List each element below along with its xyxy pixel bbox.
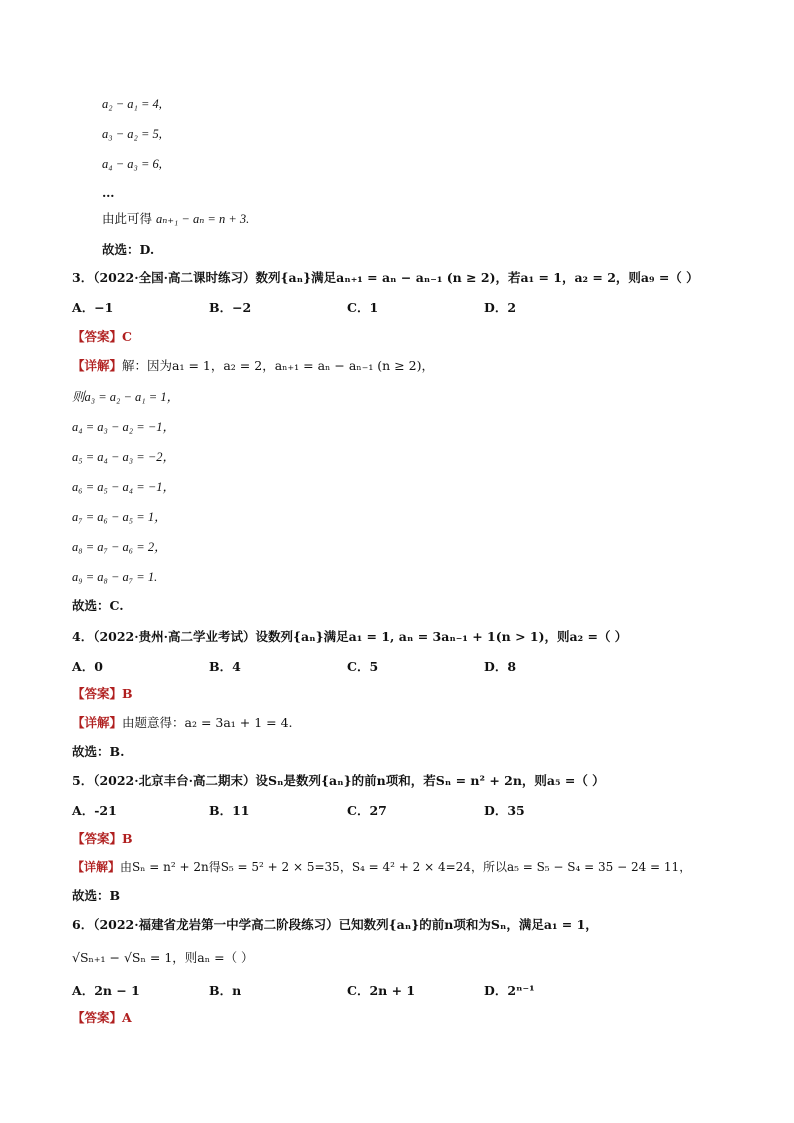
question-3: 3．（2022·全国·高二课时练习）数列{aₙ}满足aₙ₊₁ = aₙ − aₙ₋₁ (n ≥ 2)，若a₁ = 1，a₂ = 2，则a₉ =（ ） <box>72 270 699 285</box>
option-c: C．5 <box>347 659 379 674</box>
option-a: A．−1 <box>72 300 114 315</box>
derivation-line: a₆ = a₅ − a₄ = −1， <box>72 480 176 494</box>
derivation-line: a₄ = a₃ − a₂ = −1， <box>72 420 176 434</box>
option-c: C．2n + 1 <box>347 983 416 998</box>
derivation-line: a₅ = a₄ − a₃ = −2， <box>72 450 176 464</box>
answer-value: A <box>122 1010 132 1025</box>
option-a: A．0 <box>72 659 103 674</box>
detail-text: 由题意得：a₂ = 3a₁ + 1 = 4. <box>122 715 293 730</box>
detail-label: 【详解】 <box>72 358 123 373</box>
ellipsis: … <box>102 185 115 200</box>
selection-line <box>102 242 154 258</box>
option-d: D．2 <box>484 300 517 315</box>
answer-label: 【答案】 <box>72 1010 123 1025</box>
detail-line <box>72 715 293 731</box>
selection-line: 故选：B. <box>72 744 125 759</box>
option-d: D．2ⁿ⁻¹ <box>484 983 535 998</box>
answer-value: C <box>122 329 132 344</box>
equation-line: a₃ − a₂ = 5, <box>102 127 162 141</box>
option-a: A．-21 <box>72 803 117 818</box>
option-d: D．35 <box>484 803 525 818</box>
question-6: 6．（2022·福建省龙岩第一中学高二阶段练习）已知数列{aₙ}的前n项和为Sₙ，满足a₁ = 1， <box>72 917 598 932</box>
conclusion-text: 由此可得 <box>102 211 153 226</box>
selection-line: 故选：C. <box>72 598 124 613</box>
answer-value: B <box>122 831 133 846</box>
question-6-continued: √Sₙ₊₁ − √Sₙ = 1，则aₙ =（ ） <box>72 950 254 965</box>
answer-line <box>72 686 133 702</box>
option-b: B．−2 <box>209 300 252 315</box>
derivation-line: 则a₃ = a₂ − a₁ = 1， <box>72 390 180 404</box>
derivation-line: a₇ = a₆ − a₅ = 1， <box>72 510 167 524</box>
detail-text: 由Sₙ = n² + 2n得S₅ = 5² + 2 × 5=35，S₄ = 4² + 2 × 4=24，所以a₅ = S₅ − S₄ = 35 − 24 = 11， <box>120 860 692 874</box>
equation-line: a₂ − a₁ = 4, <box>102 97 162 111</box>
answer-label: 【答案】 <box>72 686 123 701</box>
answer-label: 【答案】 <box>72 329 123 344</box>
detail-line <box>72 358 434 374</box>
derivation-line: a₈ = a₇ − a₆ = 2， <box>72 540 167 554</box>
question-4: 4．（2022·贵州·高二学业考试）设数列{aₙ}满足a₁ = 1, aₙ = 3aₙ₋₁ + 1(n > 1)，则a₂ =（ ） <box>72 629 628 644</box>
answer-line <box>72 831 133 847</box>
option-a: A．2n − 1 <box>72 983 140 998</box>
option-b: B．4 <box>209 659 241 674</box>
conclusion-formula: aₙ₊₁ − aₙ = n + 3. <box>156 212 250 226</box>
answer-value: B <box>122 686 133 701</box>
option-b: B．11 <box>209 803 250 818</box>
answer-line <box>72 1010 132 1026</box>
selection-text: 故选：D. <box>102 242 155 257</box>
option-b: B．n <box>209 983 242 998</box>
option-d: D．8 <box>484 659 517 674</box>
option-c: C．1 <box>347 300 379 315</box>
answer-label: 【答案】 <box>72 831 123 846</box>
equation-line: a₄ − a₃ = 6, <box>102 157 162 171</box>
question-5: 5．（2022·北京丰台·高二期末）设Sₙ是数列{aₙ}的前n项和，若Sₙ = n² + 2n，则a₅ =（ ） <box>72 773 605 788</box>
option-c: C．27 <box>347 803 387 818</box>
detail-label: 【详解】 <box>72 715 123 730</box>
answer-line <box>72 329 132 345</box>
selection-line: 故选：B <box>72 888 121 903</box>
conclusion-line <box>102 211 249 227</box>
detail-label: 【详解】 <box>72 860 121 874</box>
detail-text: 解：因为a₁ = 1，a₂ = 2，aₙ₊₁ = aₙ − aₙ₋₁ (n ≥ 2)， <box>122 358 434 373</box>
detail-line <box>72 859 691 875</box>
derivation-line: a₉ = a₈ − a₇ = 1. <box>72 570 158 584</box>
